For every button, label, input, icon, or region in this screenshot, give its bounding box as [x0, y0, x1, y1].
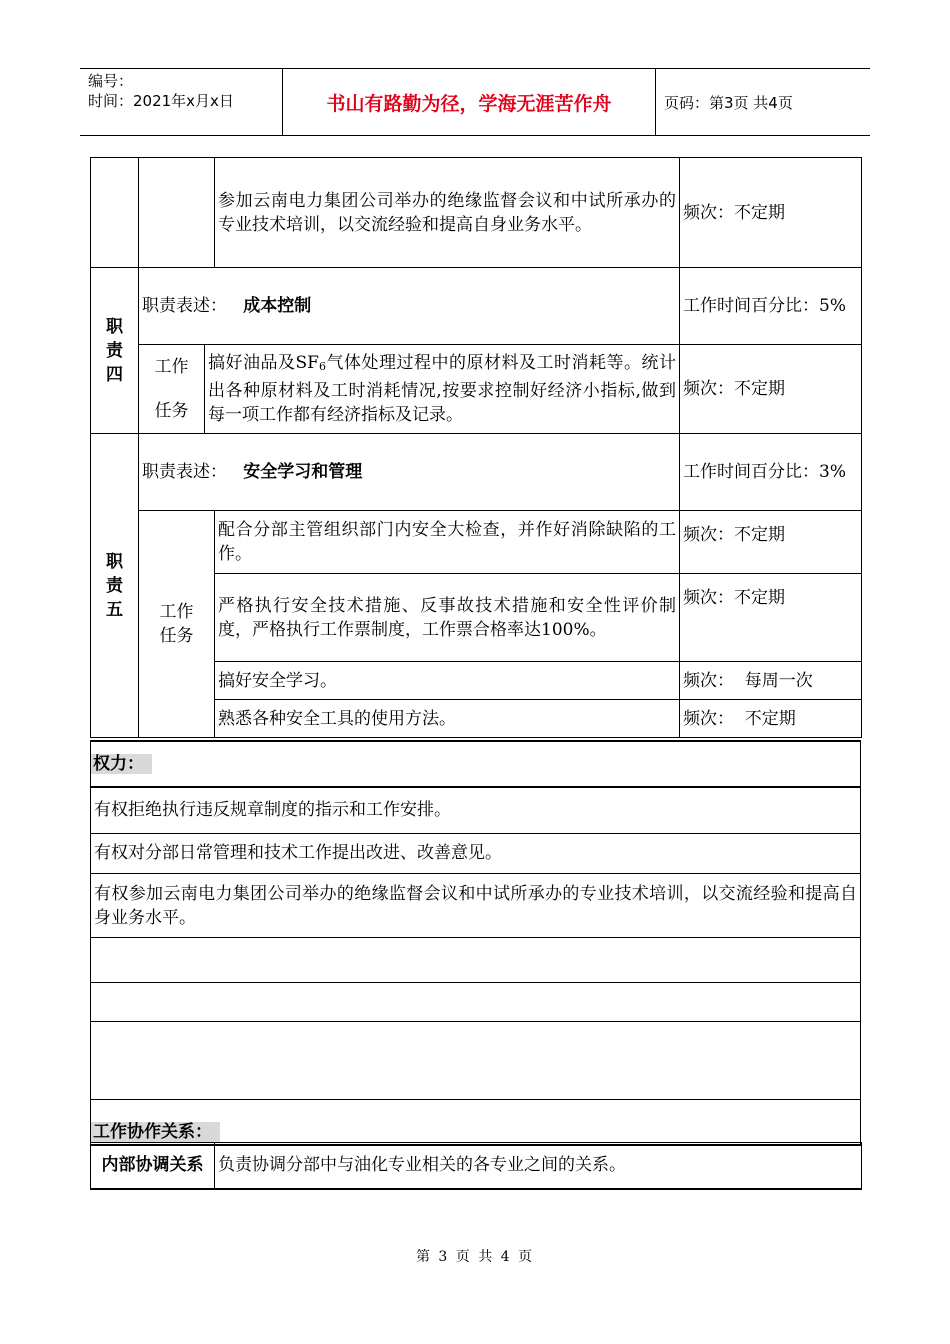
relations-title: 工作协作关系：	[91, 1099, 861, 1145]
duty5-task-1-text: 配合分部主管组织部门内安全大检查，并作好消除缺陷的工作。	[215, 511, 680, 574]
duty4-time-pct: 工作时间百分比：5%	[680, 268, 862, 345]
power-item-3: 有权参加云南电力集团公司举办的绝缘监督会议和中试所承办的专业技术培训，以交流经验和提高自身业务水平。	[91, 873, 861, 937]
duty-continued-row	[91, 158, 862, 268]
duty4-task-freq: 频次：不定期	[680, 345, 862, 434]
duty4-task-label: 工作 任务	[139, 345, 205, 433]
powers-title: 权力：	[91, 741, 861, 787]
duty5-desc-row	[91, 434, 862, 511]
duty5-task-1-freq: 频次：不定期	[680, 511, 862, 574]
duty5-desc: 职责表述： 安全学习和管理	[139, 434, 680, 511]
header-page-info: 页码：第3页 共4页	[664, 93, 793, 112]
duty5-role-label: 职 责 五	[91, 434, 139, 738]
duty4-desc-row	[91, 268, 862, 345]
duty4-task-text: 搞好油品及$SF_6$气体处理过程中的原材料及工时消耗等。统计出各种原材料及工时消耗情况,按要求控制好经济小指标,做到每一项工作都有经济指标及记录。	[208, 353, 676, 425]
power-item-2: 有权对分部日常管理和技术工作提出改进、改善意见。	[91, 833, 861, 873]
power-row-empty-1	[91, 937, 861, 982]
duty5-task-4-freq: 频次： 不定期	[680, 700, 862, 738]
duty-continued-text: 参加云南电力集团公司举办的绝缘监督会议和中试所承办的专业技术培训，以交流经验和提高自身业务水平。	[215, 158, 680, 268]
task-cell-empty	[139, 158, 215, 268]
power-row-2	[91, 833, 861, 873]
duty4-task-cell	[139, 345, 680, 434]
date-label: 时间：2021年x月x日	[88, 92, 234, 110]
page-header	[80, 68, 870, 136]
powers-table	[90, 740, 861, 1146]
powers-title-row	[91, 741, 861, 787]
power-item-empty	[91, 982, 861, 1021]
internal-relation-text: 负责协调分部中与油化专业相关的各专业之间的关系。	[215, 1143, 862, 1189]
duty5-time-pct: 工作时间百分比：3%	[680, 434, 862, 511]
duty5-task-3-freq: 频次： 每周一次	[680, 662, 862, 700]
power-row-1	[91, 787, 861, 833]
relations-title-row	[91, 1099, 861, 1145]
internal-relation-label: 内部协调关系	[91, 1143, 215, 1189]
power-item-1: 有权拒绝执行违反规章制度的指示和工作安排。	[91, 787, 861, 833]
duty4-role-label: 职 责 四	[91, 268, 139, 434]
power-row-3	[91, 873, 861, 937]
duties-table	[90, 157, 862, 738]
duty5-task-3-text: 搞好安全学习。	[215, 662, 680, 700]
duty4-task-row	[91, 345, 862, 434]
duty5-task-2-text: 严格执行安全技术措施、反事故技术措施和安全性评价制度，严格执行工作票制度，工作票合格率达100%。	[215, 574, 680, 662]
power-row-empty-2	[91, 982, 861, 1021]
page-footer: 第 3 页 共 4 页	[415, 1249, 535, 1265]
power-item-empty	[91, 937, 861, 982]
duty4-desc: 职责表述： 成本控制	[139, 268, 680, 345]
header-motto: 书山有路勤为径，学海无涯苦作舟	[283, 69, 656, 135]
power-row-empty-3	[91, 1021, 861, 1099]
number-label: 编号：	[88, 72, 134, 90]
duty4-title: 成本控制	[243, 296, 312, 316]
header-meta	[80, 69, 283, 135]
duty5-task-row-1	[91, 511, 862, 574]
role-cell-empty	[91, 158, 139, 268]
duty5-task-2-freq: 频次：不定期	[680, 574, 862, 662]
duty5-task-label: 工作 任务	[139, 511, 215, 738]
power-item-empty	[91, 1021, 861, 1099]
duty5-title: 安全学习和管理	[243, 462, 363, 482]
internal-relation-row	[91, 1143, 862, 1189]
relations-table	[90, 1142, 862, 1190]
duty5-task-4-text: 熟悉各种安全工具的使用方法。	[215, 700, 680, 738]
duty-continued-freq: 频次：不定期	[680, 158, 862, 268]
